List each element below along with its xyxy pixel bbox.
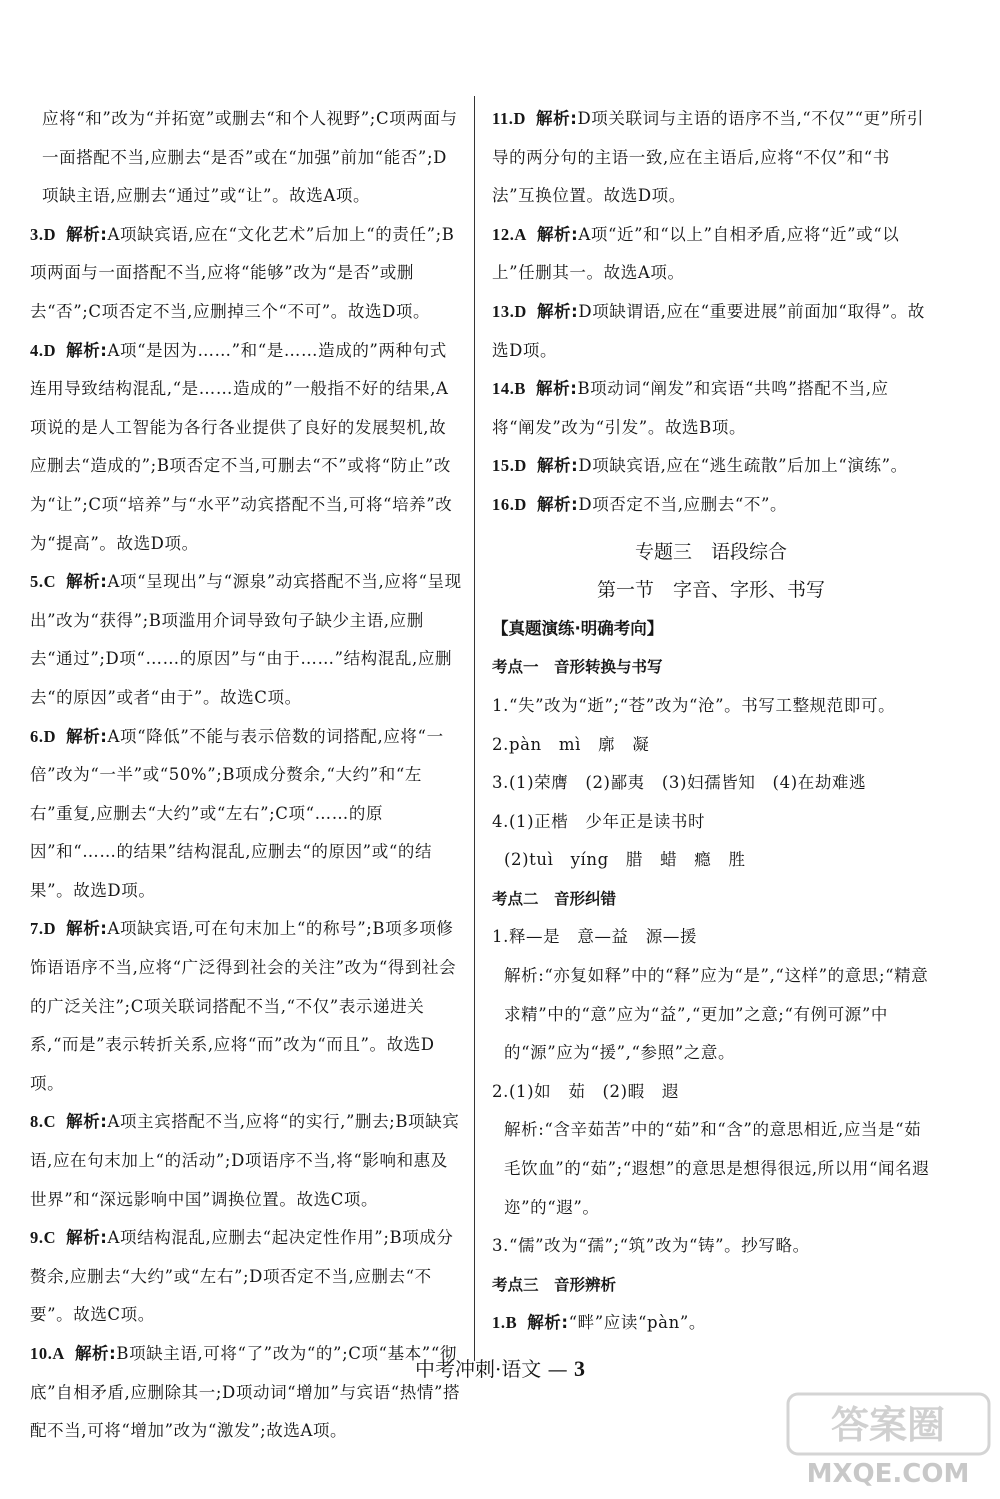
answer-entry-13 [492, 293, 930, 370]
kaodian-2-analysis: 解析:“含辛茹苦”中的“茹”和“含”的意思相近,应当是“茹毛饮血”的“茹”;“遐想”的意思是想得很远,所以用“闻名遐迩”的“遐”。 [504, 1120, 930, 1217]
kaodian-2-heading: 考点二 音形纠错 [492, 889, 617, 908]
analysis-label: 解析: [536, 109, 578, 128]
analysis-label: 解析: [536, 224, 579, 244]
answer-text: D项缺谓语,应在“重要进展”前面加“取得”。故选D项。 [492, 301, 925, 360]
kaodian-1-item: 4.(1)正楷 少年正是读书时 [492, 811, 706, 831]
answer-number: 7.D [30, 919, 57, 939]
watermark-brand: 答案圈 [830, 1403, 946, 1447]
answer-number: 5.C [30, 572, 57, 592]
answer-text: 应将“和”改为“并拓宽”或删去“和个人视野”;C项两面与一面搭配不当,应删去“是否”或在“加强”前加“能否”;D项缺主语,应删去“通过”或“让”。故选A项。 [42, 109, 458, 206]
analysis-label: 解析: [66, 1228, 108, 1248]
answer-entry-10 [30, 1335, 462, 1451]
analysis-label: 解析: [536, 456, 579, 476]
answer-number: 8.C [30, 1112, 57, 1132]
answer-text: A项缺宾语,应在“文化艺术”后加上“的责任”;B项两面与一面搭配不当,应将“能够”改为“是否”或删去“否”;C项否定不当,应删掉三个“不可”。故选D项。 [30, 224, 455, 321]
answer-number: 10.A [30, 1344, 65, 1363]
answer-entry-15 [492, 447, 930, 486]
kaodian-1-item: (2)tuì yíng 腊 蜡 瘾 胜 [504, 850, 746, 870]
answer-entry-9 [30, 1219, 462, 1335]
answer-number: 14.B [492, 379, 527, 399]
analysis-label: 解析: [66, 1112, 108, 1132]
answer-entry-12 [492, 216, 930, 293]
answer-text: D项关联词与主语的语序不当,“不仅”“更”所引导的两分句的主语一致,应在主语后,应将“不仅”和“书法”互换位置。故选D项。 [492, 109, 924, 206]
answer-text: A项主宾搭配不当,应将“的实行,”删去;B项缺宾语,应在句末加上“的活动”;D项语序不当,将“影响和惠及世界”和“深远影响中国”调换位置。故选C项。 [30, 1112, 460, 1209]
answer-text: A项结构混乱,应删去“起决定性作用”;B项成分赘余,应删去“大约”或“左右”;D项否定不当,应删去“不要”。故选C项。 [30, 1228, 454, 1325]
watermark-logo [786, 1392, 991, 1492]
answer-entry-5 [30, 563, 462, 717]
answer-entry-6 [30, 718, 462, 911]
analysis-label: 解析: [536, 494, 579, 514]
answer-number: 1.B [492, 1313, 518, 1333]
kaodian-2-answer: 1.释—是 意—益 源—援 [492, 927, 698, 947]
kaodian-3-heading: 考点三 音形辨析 [492, 1275, 617, 1294]
answer-entry-16 [492, 486, 930, 525]
answer-entry-14 [492, 370, 930, 447]
left-column [30, 100, 462, 1451]
watermark-site: MXQE.COM [806, 1459, 970, 1489]
right-column [492, 100, 930, 1343]
subsection-heading: 第一节 字音、字形、书写 [596, 579, 825, 602]
answer-entry-2-continuation [30, 100, 462, 216]
kaodian-3-answer [492, 1304, 930, 1343]
kaodian-2-answer: 3.“儒”改为“孺”;“筑”改为“铸”。抄写略。 [492, 1236, 810, 1256]
kaodian-1-item: 3.(1)荣膺 (2)鄙夷 (3)妇孺皆知 (4)在劫难逃 [492, 773, 867, 793]
answer-number: 13.D [492, 301, 527, 321]
answer-number: 6.D [30, 726, 57, 746]
answer-entry-4 [30, 332, 462, 564]
answer-number: 3.D [30, 224, 57, 244]
answer-text: A项缺宾语,可在句末加上“的称号”;B项多项修饰语语序不当,应将“广泛得到社会的关注”改为“得到社会的广泛关注”;C项关联词搭配不当,“不仅”表示递进关系,“而是”表示转折关系,应将“而”改为“而且”。故选D项。 [30, 919, 457, 1093]
kaodian-1-item: 1.“失”改为“逝”;“苍”改为“沧”。书写工整规范即可。 [492, 695, 896, 715]
column-divider [474, 96, 475, 1361]
answer-number: 9.C [30, 1228, 57, 1248]
book-title: 中考冲刺·语文 — [414, 1357, 568, 1381]
answer-number: 16.D [492, 494, 527, 514]
answer-text: A项“呈现出”与“源泉”动宾搭配不当,应将“呈现出”改为“获得”;B项滥用介词导致句子缺少主语,应删去“通过”;D项“……的原因”与“由于……”结构混乱,应删去“的原因”或者“由于”。故选C项。 [30, 572, 462, 707]
bracket-heading: 【真题演练·明确考向】 [492, 618, 664, 638]
answer-number: 12.A [492, 224, 527, 244]
analysis-label: 解析: [74, 1344, 117, 1363]
answer-text: D项缺宾语,应在“逃生疏散”后加上“演练”。 [578, 456, 908, 476]
answer-number: 4.D [30, 340, 57, 360]
kaodian-1-heading: 考点一 音形转换与书写 [492, 658, 663, 677]
answer-entry-7 [30, 910, 462, 1103]
kaodian-1-item: 2.pàn mì 廓 凝 [492, 734, 650, 754]
analysis-label: 解析: [66, 224, 108, 244]
analysis-label: 解析: [536, 379, 578, 399]
page-footer [0, 1354, 1000, 1384]
kaodian-2-answer: 2.(1)如 茹 (2)暇 遐 [492, 1081, 679, 1101]
answer-text: D项否定不当,应删去“不”。 [578, 494, 788, 514]
answer-entry-8 [30, 1103, 462, 1219]
answer-text: “畔”应读“pàn”。 [568, 1313, 706, 1333]
answer-text: A项“近”和“以上”自相矛盾,应将“近”或“以上”任删其一。故选A项。 [492, 224, 900, 283]
answer-entry-11 [492, 100, 930, 216]
answer-entry-3 [30, 216, 462, 332]
analysis-label: 解析: [66, 572, 108, 592]
topic-heading: 专题三 语段综合 [634, 540, 787, 563]
answer-number: 11.D [492, 109, 527, 128]
answer-text: B项缺主语,可将“了”改为“的”;C项“基本”“彻底”自相矛盾,应删除其一;D项动词“增加”与宾语“热情”搭配不当,可将“增加”改为“激发”;故选A项。 [30, 1344, 461, 1441]
page-number: 3 [574, 1356, 586, 1381]
analysis-label: 解析: [527, 1313, 569, 1333]
analysis-label: 解析: [536, 301, 579, 321]
answer-number: 15.D [492, 456, 527, 476]
analysis-label: 解析: [66, 919, 108, 939]
kaodian-2-analysis: 解析:“亦复如释”中的“释”应为“是”,“这样”的意思;“精意求精”中的“意”应为“益”,“更加”之意;“有例可源”中的“源”应为“援”,“参照”之意。 [504, 966, 929, 1063]
analysis-label: 解析: [66, 340, 108, 360]
answer-text: A项“降低”不能与表示倍数的词搭配,应将“一倍”改为“一半”或“50%”;B项成分赘余,“大约”和“左右”重复,应删去“大约”或“左右”;C项“……的原因”和“……的结果”结构混乱,应删去“的原因”或“的结果”。故选D项。 [30, 726, 444, 900]
answer-text: A项“是因为……”和“是……造成的”两种句式连用导致结构混乱,“是……造成的”一般指不好的结果,A项说的是人工智能为各行各业提供了良好的发展契机,故应删去“造成的”;B项否定不当,可删去“不”或将“防止”改为“让”;C项“培养”与“水平”动宾搭配不当,可将“培养”改为“提高”。故选D项。 [30, 340, 453, 553]
answer-text: B项动词“阐发”和宾语“共鸣”搭配不当,应将“阐发”改为“引发”。故选B项。 [492, 379, 889, 437]
analysis-label: 解析: [66, 726, 108, 746]
